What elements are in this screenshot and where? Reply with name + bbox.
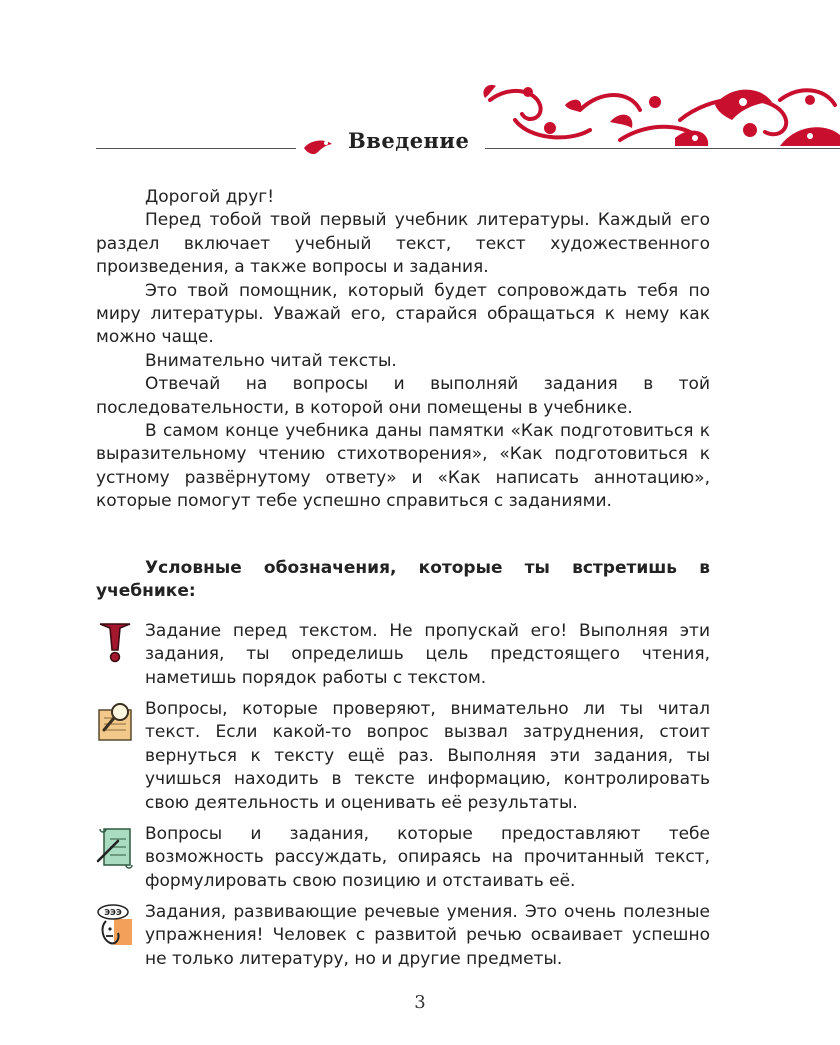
section-title: Введение: [348, 128, 470, 153]
legend-text: Вопросы, которые проверяют, внимательно ли ты читал текст. Если какой-то вопрос вызвал затруднения, стоит вернуться к тексту ещё раз. Выполняя эти задания, ты учишься находить в тексте информацию, контролировать свою деятельность и оценивать её результаты.: [145, 699, 710, 813]
header-rule-left: [96, 148, 296, 149]
leaf-ornament-icon: [300, 136, 334, 158]
intro-paragraph: Перед тобой твой первый учебник литературы. Каждый его раздел включает учебный текст, текст художественного произведения, а также вопросы и задания.: [96, 210, 710, 278]
intro-section: [96, 186, 710, 514]
legend-item-reasoning-questions: [96, 823, 710, 893]
scroll-pen-icon: [96, 825, 134, 869]
intro-paragraph: Внимательно читай тексты.: [145, 350, 397, 371]
legend-text: Задание перед текстом. Не пропускай его! Выполняя эти задания, ты определишь цель предстоящего чтения, наметишь порядок работы с текстом.: [145, 621, 710, 688]
legend-heading: Условные обозначения, которые ты встретишь в учебнике:: [96, 558, 710, 602]
legend-heading-block: [96, 557, 710, 604]
intro-paragraph: Отвечай на вопросы и выполняй задания в той последовательности, в которой они помещены в учебнике.: [96, 374, 710, 418]
legend-item-speech-tasks: [96, 901, 710, 971]
legend-item-task-before-text: [96, 620, 710, 690]
page-number: 3: [414, 992, 426, 1013]
magnifier-icon: [96, 700, 134, 744]
legend-item-check-questions: [96, 698, 710, 815]
legend-text: Задания, развивающие речевые умения. Это очень полезные упражнения! Человек с развитой речью осваивает успешно не только литературу, но и другие предметы.: [145, 902, 710, 969]
speech-face-icon: [96, 903, 134, 947]
greeting: Дорогой друг!: [145, 187, 275, 207]
intro-paragraph: Это твой помощник, который будет сопровождать тебя по миру литературы. Уважай его, старайся обращаться к нему как можно чаще.: [96, 280, 710, 348]
intro-paragraph: В самом конце учебника даны памятки «Как подготовиться к выразительному чтению стихотворения», «Как подготовиться к устному развёрнутому ответу» и «Как написать аннотацию», которые помогут тебе успешно справиться с заданиями.: [96, 421, 710, 512]
legend-text: Вопросы и задания, которые предоставляют тебе возможность рассуждать, опираясь на прочитанный текст, формулировать свою позицию и отстаивать её.: [145, 824, 710, 891]
speech-bubble-label: ЭЭЭ: [104, 908, 122, 917]
floral-ornament-icon: [480, 80, 840, 150]
exclamation-icon: [96, 620, 134, 664]
